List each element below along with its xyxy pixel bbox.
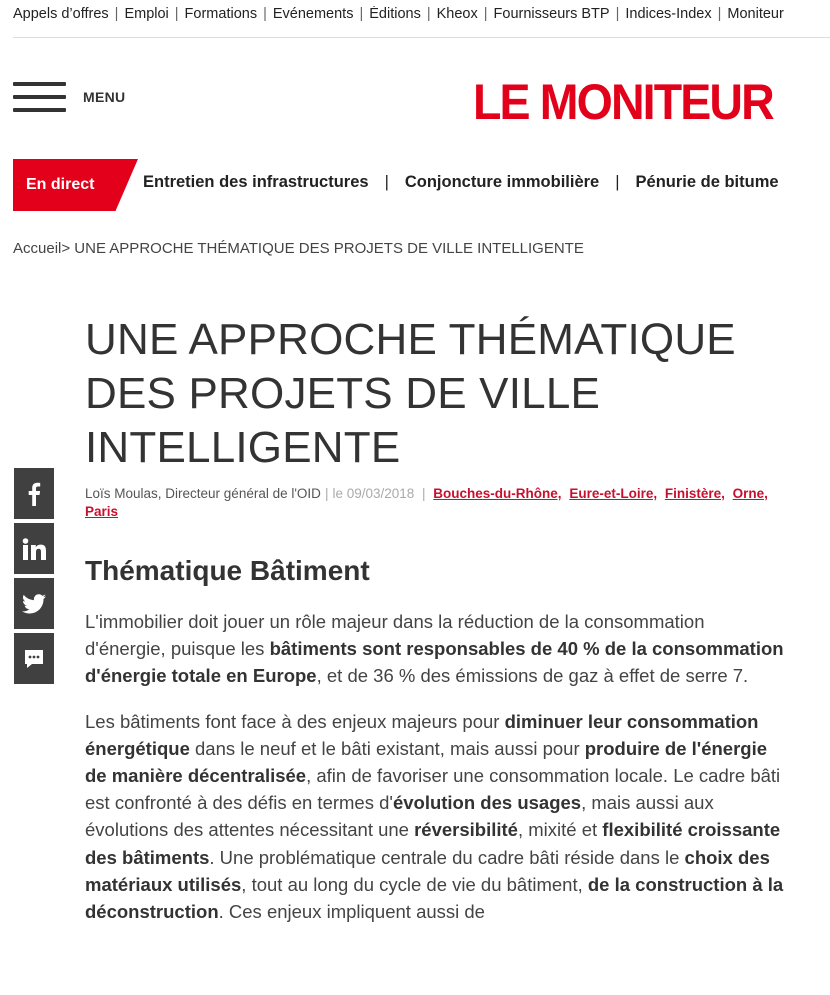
nav-item[interactable]: Pénurie de bitume bbox=[635, 173, 779, 191]
body-text: , mixité et bbox=[517, 819, 603, 841]
hamburger-icon bbox=[13, 82, 66, 112]
emphasis-text: flexibilité croissante des bâtiments bbox=[85, 819, 781, 868]
emphasis-text: évolution des usages bbox=[392, 792, 582, 814]
emphasis-text: de la construction à la déconstruction bbox=[85, 873, 784, 923]
top-link[interactable]: Kheox bbox=[436, 6, 478, 22]
top-link[interactable]: Appels d’offres bbox=[13, 6, 109, 22]
article-author: Loïs Moulas, Directeur général de l'OID bbox=[85, 486, 321, 501]
linkedin-icon bbox=[22, 538, 46, 560]
breadcrumb bbox=[13, 240, 584, 257]
top-link-separator: | bbox=[615, 6, 620, 22]
top-link[interactable]: Éditions bbox=[369, 6, 421, 22]
top-links-bar bbox=[13, 6, 830, 26]
top-link-separator: | bbox=[174, 6, 179, 22]
body-text: dans le neuf et le bâti existant, mais aussi pour bbox=[189, 737, 585, 759]
emphasis-text: bâtiments sont responsables de 40 % de la consommation d'énergie totale en Europe bbox=[85, 638, 784, 687]
body-text: , mais aussi aux évolutions des attentes nécessitant une bbox=[85, 792, 714, 841]
article-tag-link[interactable]: Orne, bbox=[732, 486, 768, 501]
body-text: Les bâtiments font face à des enjeux majeurs pour bbox=[85, 710, 505, 732]
emphasis-text: produire de l'énergie de manière décentralisée bbox=[85, 737, 767, 787]
top-divider bbox=[13, 37, 830, 38]
article-paragraph bbox=[85, 608, 785, 690]
top-link-separator: | bbox=[114, 6, 119, 22]
top-link-separator: | bbox=[483, 6, 488, 22]
meta-divider: | bbox=[418, 486, 430, 501]
article-date: le 09/03/2018 bbox=[332, 486, 415, 501]
article-meta bbox=[85, 485, 785, 521]
live-label[interactable]: En direct bbox=[26, 176, 95, 193]
meta-divider: | bbox=[324, 486, 329, 501]
top-link-separator: | bbox=[263, 6, 267, 22]
top-link-separator: | bbox=[717, 6, 722, 22]
article-title: UNE APPROCHE THÉMATIQUE DES PROJETS DE VILLE INTELLIGENTE bbox=[85, 315, 736, 472]
menu-label: MENU bbox=[83, 89, 126, 105]
top-link[interactable]: Evénements bbox=[272, 6, 354, 22]
emphasis-text: réversibilité bbox=[414, 819, 518, 841]
top-link-separator: | bbox=[359, 6, 364, 22]
facebook-share-button[interactable] bbox=[14, 468, 54, 519]
top-link[interactable]: Fournisseurs BTP bbox=[493, 6, 610, 22]
top-link-separator: | bbox=[426, 6, 431, 22]
top-link[interactable]: Formations bbox=[184, 6, 258, 22]
main-nav bbox=[13, 159, 830, 211]
body-text: , tout au long du cycle de vie du bâtiment, bbox=[241, 873, 588, 895]
body-text: . Ces enjeux impliquent aussi de bbox=[218, 901, 485, 923]
twitter-icon bbox=[22, 594, 46, 614]
facebook-icon bbox=[27, 482, 41, 506]
comment-icon bbox=[23, 648, 45, 670]
twitter-share-button[interactable] bbox=[14, 578, 54, 629]
body-text: , et de 36 % des émissions de gaz à effet de serre 7. bbox=[316, 665, 749, 687]
comment-button[interactable] bbox=[14, 633, 54, 684]
article-paragraph bbox=[85, 708, 785, 926]
top-link[interactable]: Moniteur bbox=[727, 6, 784, 22]
body-text: , afin de favoriser une consommation locale. Le cadre bâti est confronté à des défis en termes d' bbox=[85, 765, 781, 814]
article-tag-link[interactable]: Eure-et-Loire, bbox=[569, 486, 658, 501]
breadcrumb-current: UNE APPROCHE THÉMATIQUE DES PROJETS DE VILLE INTELLIGENTE bbox=[70, 240, 584, 257]
breadcrumb-separator: > bbox=[61, 240, 71, 257]
emphasis-text: diminuer leur consommation énergétique bbox=[85, 710, 759, 759]
nav-items bbox=[143, 173, 779, 192]
top-link[interactable]: Emploi bbox=[124, 6, 169, 22]
article-tag-link[interactable]: Finistère, bbox=[664, 486, 725, 501]
breadcrumb-home-link[interactable]: Accueil bbox=[13, 240, 62, 257]
top-link[interactable]: Indices-Index bbox=[625, 6, 712, 22]
linkedin-share-button[interactable] bbox=[14, 523, 54, 574]
body-text: . Une problématique centrale du cadre bâti réside dans le bbox=[209, 846, 685, 868]
nav-separator: | bbox=[384, 173, 389, 191]
nav-item[interactable]: Conjoncture immobilière bbox=[404, 173, 600, 191]
body-text: L'immobilier doit jouer un rôle majeur dans la réduction de la consommation d'énergie, puisque les bbox=[85, 611, 705, 660]
article-tag-link[interactable]: Paris bbox=[85, 504, 119, 519]
article-tag-link[interactable]: Bouches-du-Rhône, bbox=[433, 486, 562, 501]
article-body bbox=[85, 608, 785, 943]
menu-button[interactable] bbox=[13, 82, 125, 112]
site-logo[interactable]: LE MONITEUR bbox=[473, 74, 773, 130]
nav-item[interactable]: Entretien des infrastructures bbox=[143, 173, 369, 191]
emphasis-text: choix des matériaux utilisés bbox=[85, 846, 770, 895]
nav-separator: | bbox=[615, 173, 620, 191]
section-title: Thématique Bâtiment bbox=[85, 555, 370, 586]
